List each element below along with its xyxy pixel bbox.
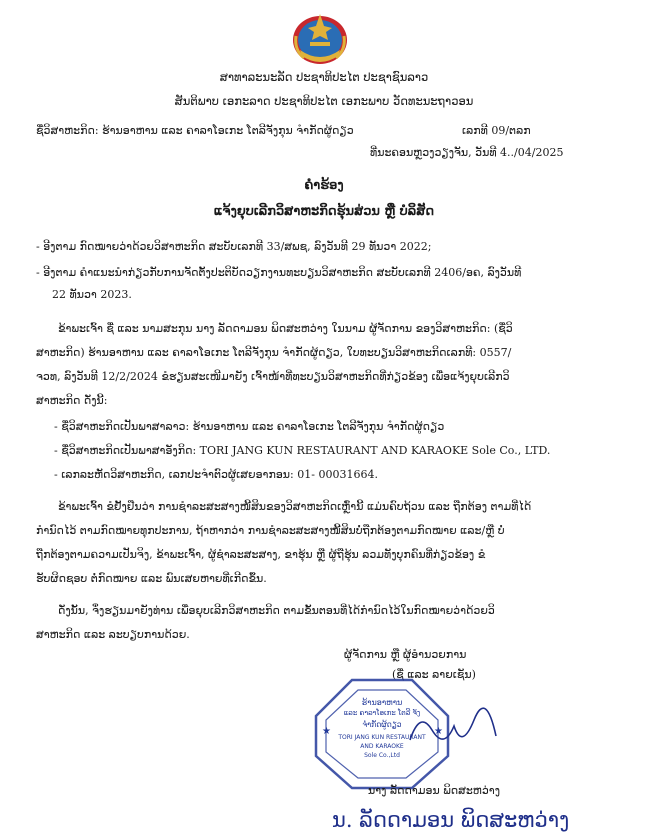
declaration-line-3: ຖືກຕ້ອງຕາມຄວາມເປັນຈິງ, ຂ້າພະເຈົ້າ, ຜູ້ຊຳລະສະສາງ, ຂາຮຸ້ນ ຫຼື ຜູ້ຖືຮຸ້ນ ລວມທັງບຸກຄົນທີ່ກ່ຽວຂ້ອງ ຂໍ — [36, 548, 486, 561]
signature-instruction: (ຊື່ ແລະ ລາຍເຊັນ) — [392, 668, 476, 681]
detail-lao-name: - ຊື່ວິສາຫະກິດເປັນພາສາລາວ: ຮ້ານອາຫານ ແລະ ຄາລາໂອເກະ ໂຕລີຈັງກຸນ ຈຳກັດຜູ້ດຽວ — [54, 420, 445, 433]
stamp-en-line-2: AND KARAOKE — [360, 743, 404, 750]
reference-law: - ອີງຕາມ ກົດໝາຍວ່າດ້ວຍວິສາຫະກິດ ສະບັບເລກທີ 33/ສພຊ, ລົງວັນທີ 29 ທັນວາ 2022; — [36, 240, 432, 253]
svg-text:★: ★ — [434, 726, 443, 737]
signature-scribble-icon — [400, 700, 500, 760]
stamp-en-line-1: TORI JANG KUN RESTAURANT — [338, 734, 426, 741]
intro-line-2: ສາຫະກິດ) ຮ້ານອາຫານ ແລະ ຄາລາໂອເກະ ໂຕລີຈັງກຸນ ຈຳກັດຜູ້ດຽວ, ໃບທະບຽນວິສາຫະກິດເລກທີ: 0557/ — [36, 346, 512, 359]
national-motto: ສັນຕິພາບ ເອກະລາດ ປະຊາທິປະໄຕ ເອກະພາບ ວັດທະນະຖາວອນ — [174, 94, 474, 108]
stamp-en-line-3: Sole Co.,Ltd — [364, 752, 400, 759]
stamp-lao-line-1: ຮ້ານອາຫານ — [361, 698, 403, 707]
closing-line-1: ດັ່ງນັ້ນ, ຈຶ່ງຮຽນມາຍັງທ່ານ ເພື່ອຍຸບເລີກວິສາຫະກິດ ຕາມຂັ້ນຕອນທີ່ໄດ້ກຳນົດໄວ້ໃນກົດໝາຍວ່າດ້ວຍວິ — [58, 604, 495, 617]
intro-line-1: ຂ້າພະເຈົ້າ ຊື່ ແລະ ນາມສະກຸນ ນາງ ລັດດາມອນ ພິດສະຫວ່າງ ໃນນາມ ຜູ້ຈັດການ ຂອງວິສາຫະກິດ: (ຊື່ວິ — [58, 322, 513, 335]
stamp-lao-line-3: ຈຳກັດຜູ້ດຽວ — [362, 720, 402, 729]
business-name-line: ຊື່ວິສາຫະກິດ: ຮ້ານອາຫານ ແລະ ຄາລາໂອເກະ ໂຕລີຈັງກຸນ ຈຳກັດຜູ້ດຽວ — [36, 124, 354, 137]
signatory-role: ຜູ້ຈັດການ ຫຼື ຜູ້ອຳນວຍການ — [344, 648, 467, 661]
closing-line-2: ສາຫະກິດ ແລະ ລະບຽບການດ້ວຍ. — [36, 628, 190, 641]
detail-english-name: - ຊື່ວິສາຫະກິດເປັນພາສາອັງກິດ: TORI JANG KUN RESTAURANT AND KARAOKE Sole Co., LTD. — [54, 444, 551, 457]
place-and-date: ທີ່ນະຄອນຫຼວງວຽງຈັນ, ວັນທີ 4../04/2025 — [370, 146, 564, 159]
stamp-lao-line-2: ແລະ ຄາລາໂອເກະ ໂຕລີ ຈັງ — [343, 709, 421, 717]
intro-line-3: ຈວທ, ລົງວັນທີ 12/2/2024 ຂໍຮຽນສະເໜີມາຍັງ ເຈົ້າໜ້າທີ່ທະບຽນວິສາຫະກິດທີ່ກ່ຽວຂ້ອງ ເພື່ອແຈ້ງຍຸບເລີກວິ — [36, 370, 510, 383]
reference-number: ເລກທີ 09/ຕລກ — [462, 124, 531, 137]
reference-instruction-date: 22 ທັນວາ 2023. — [52, 288, 132, 301]
document-subtitle: ແຈ້ງຍຸບເລີກວິສາຫະກິດຮຸ້ນສ່ວນ ຫຼື ບໍລິສັດ — [213, 204, 435, 219]
intro-line-4: ສາຫະກິດ ດັ່ງນີ້: — [36, 394, 108, 407]
country-name: ສາທາລະນະລັດ ປະຊາທິປະໄຕ ປະຊາຊົນລາວ — [219, 70, 429, 84]
signatory-printed-name: ນາງ ລັດດາມອນ ພິດສະຫວ່າງ — [368, 784, 501, 797]
document-title: ຄຳຮ້ອງ — [304, 178, 344, 193]
svg-text:★: ★ — [322, 726, 331, 737]
declaration-line-4: ຮັບຜິດຊອບ ຕໍ່ກົດໝາຍ ແລະ ພົນເສຍຫາຍທີ່ເກີດຂຶ້ນ. — [36, 572, 267, 585]
detail-tax-id: - ເລກລະຫັດວິສາຫະກິດ, ເລກປະຈຳຕົວຜູ້ເສຍອາກອນ: 01- 00031664. — [54, 468, 378, 481]
national-emblem-icon — [288, 6, 352, 66]
declaration-line-1: ຂ້າພະເຈົ້າ ຂໍຢັ້ງຢືນວ່າ ການຊຳລະສະສາງໜີ້ສິນຂອງວິສາຫະກິດເຫຼົ່ານີ້ ແມ່ນຄົບຖ້ວນ ແລະ ຖືກຕ້ອງ ຕາມທີ່ໄດ້ — [58, 500, 532, 513]
signatory-handwritten-name: ນ. ລັດດາມອນ ພິດສະຫວ່າງ — [332, 808, 570, 832]
declaration-line-2: ກຳນົດໄວ້ ຕາມກົດໝາຍທຸກປະການ, ຖ້າຫາກວ່າ ການຊຳລະສະສາງໜີ້ສິນບໍ່ຖືກຕ້ອງຕາມກົດໝາຍ ແລະ/ຫຼື ບໍ່ — [36, 524, 505, 537]
reference-instruction: - ອີງຕາມ ຄຳແນະນຳກ່ຽວກັບການຈັດຕັ້ງປະຕິບັດວຽກງານທະບຽນວິສາຫະກິດ ສະບັບເລກທີ 2406/ອຄ, ລົງວັນທີ — [36, 266, 522, 279]
